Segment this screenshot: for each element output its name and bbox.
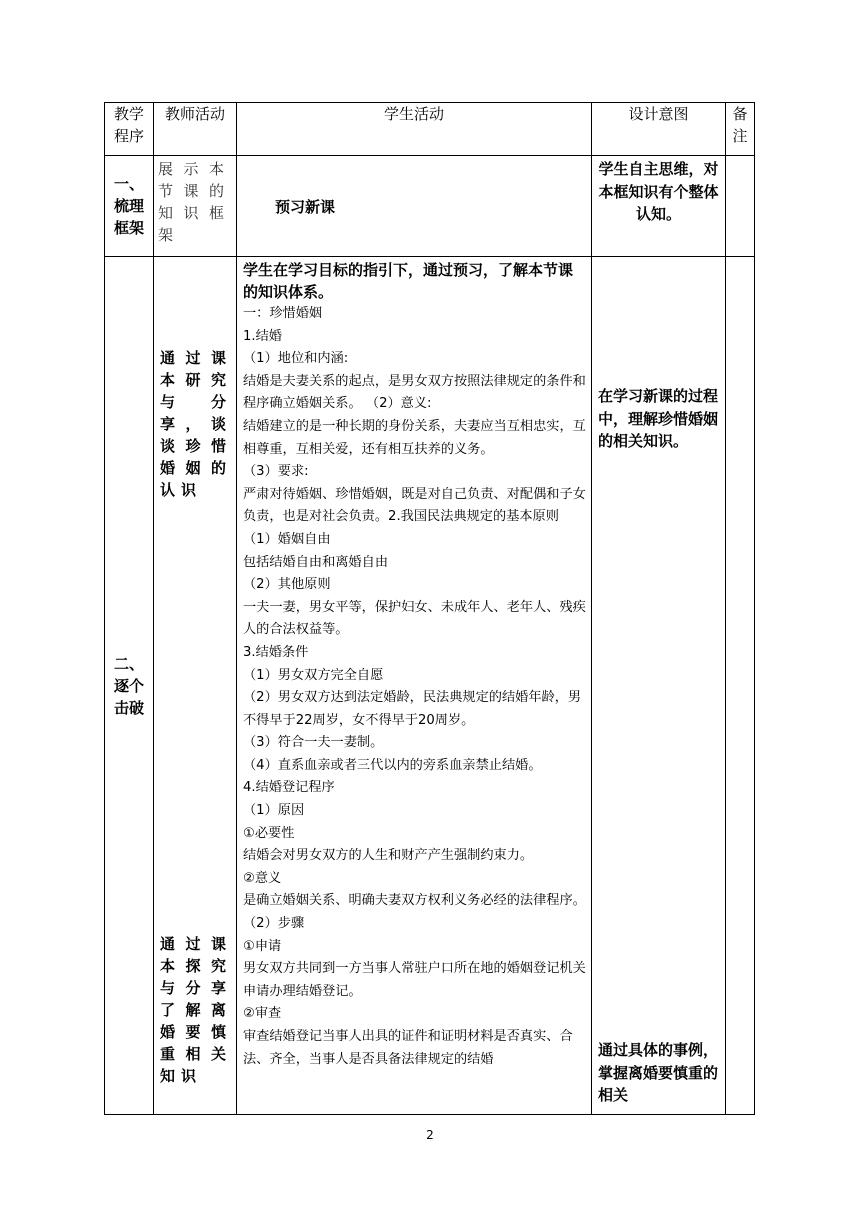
header-teacher: 教师活动 [154,103,237,156]
student-line: （1）原因 [243,803,305,819]
teacher-cell-1: 展示本节课的知识框架 [154,156,237,257]
student-line: 严肃对待婚姻、珍惜婚姻，既是对自己负责、对配偶和子女负责，也是对社会负责。2.我国民法典规定的基本原则 [243,486,586,525]
teacher-cell-2 [154,257,237,1115]
header-stage: 教学程序 [105,103,154,156]
student-line: （2）男女双方达到法定婚龄，民法典规定的结婚年龄，男不得早于22周岁，女不得早于20周岁。 [243,690,582,728]
student-line: 结婚是夫妻关系的起点，是男女双方按照法律规定的条件和程序确立婚姻关系。 （2）意义: [243,373,586,412]
teacher-activity-2: 通过课本探究与分享了解离婚要慎重相关知识 [160,935,232,1085]
student-line: ②意义 [243,870,282,886]
design-intent-2: 通过具体的事例，掌握离婚要慎重的相关 [598,1041,719,1105]
student-line: 一：珍惜婚姻 [243,306,323,321]
student-line: 是确立婚姻关系、明确夫妻双方权利义务必经的法律程序。 [243,893,586,909]
student-line: （1）婚姻自由 [243,531,331,547]
stage-cell-1: 一、梳理框架 [105,156,154,257]
student-line: ②审查 [243,1006,282,1022]
header-row [105,103,755,156]
student-line: 审查结婚登记当事人出具的证件和证明材料是否真实、合法、齐全，当事人是否具备法律规定的结婚 [243,1029,573,1067]
page-number: 2 [426,1128,434,1142]
student-line: （2）步骤 [243,916,305,932]
student-intro: 学生在学习目标的指引下，通过预习，了解本节课的知识体系。 [243,261,574,301]
design-cell-2 [592,257,726,1115]
lesson-plan-table [104,102,755,1115]
student-line: 1.结婚 [243,328,282,344]
teacher-activity-1: 通过课本研究与分享，谈谈珍惜婚姻的认识 [160,349,232,499]
header-note: 备注 [726,103,755,156]
design-intent-1: 在学习新课的过程中，理解珍惜婚姻的相关知识。 [598,387,719,451]
stage-cell-2: 二、逐个击破 [105,257,154,1115]
student-cell-1: 预习新课 [237,156,592,257]
student-line: （2）其他原则 [243,577,331,593]
student-line: 3.结婚条件 [243,644,309,660]
student-line: （1）男女双方完全自愿 [243,667,384,683]
student-line: 4.结婚登记程序 [243,780,335,796]
student-line: 包括结婚自由和离婚自由 [243,554,389,570]
design-cell-1: 学生自主思维，对本框知识有个整体认知。 [592,156,726,257]
student-cell-2 [237,257,592,1115]
note-cell-2 [726,257,755,1115]
student-line: ①必要性 [243,825,295,841]
table-row-framework [105,156,755,257]
table-row-breakthrough [105,257,755,1115]
header-student: 学生活动 [237,103,592,156]
student-line: （4）直系血亲或者三代以内的旁系血亲禁止结婚。 [243,757,542,773]
student-line: 结婚建立的是一种长期的身份关系，夫妻应当互相忠实，互相尊重，互相关爱，还有相互扶养的义务。 [243,418,586,457]
note-cell-1 [726,156,755,257]
student-line: （1）地位和内涵: [243,351,349,367]
student-line: 一夫一妻，男女平等，保护妇女、未成年人、老年人、残疾人的合法权益等。 [243,599,586,638]
student-line: 男女双方共同到一方当事人常驻户口所在地的婚姻登记机关申请办理结婚登记。 [243,961,586,999]
header-design: 设计意图 [592,103,726,156]
student-line: ①申请 [243,938,282,954]
student-line: （3）要求: [243,464,309,480]
student-line: 结婚会对男女双方的人生和财产产生强制约束力。 [243,848,534,864]
student-line: （3）符合一夫一妻制。 [243,735,384,751]
